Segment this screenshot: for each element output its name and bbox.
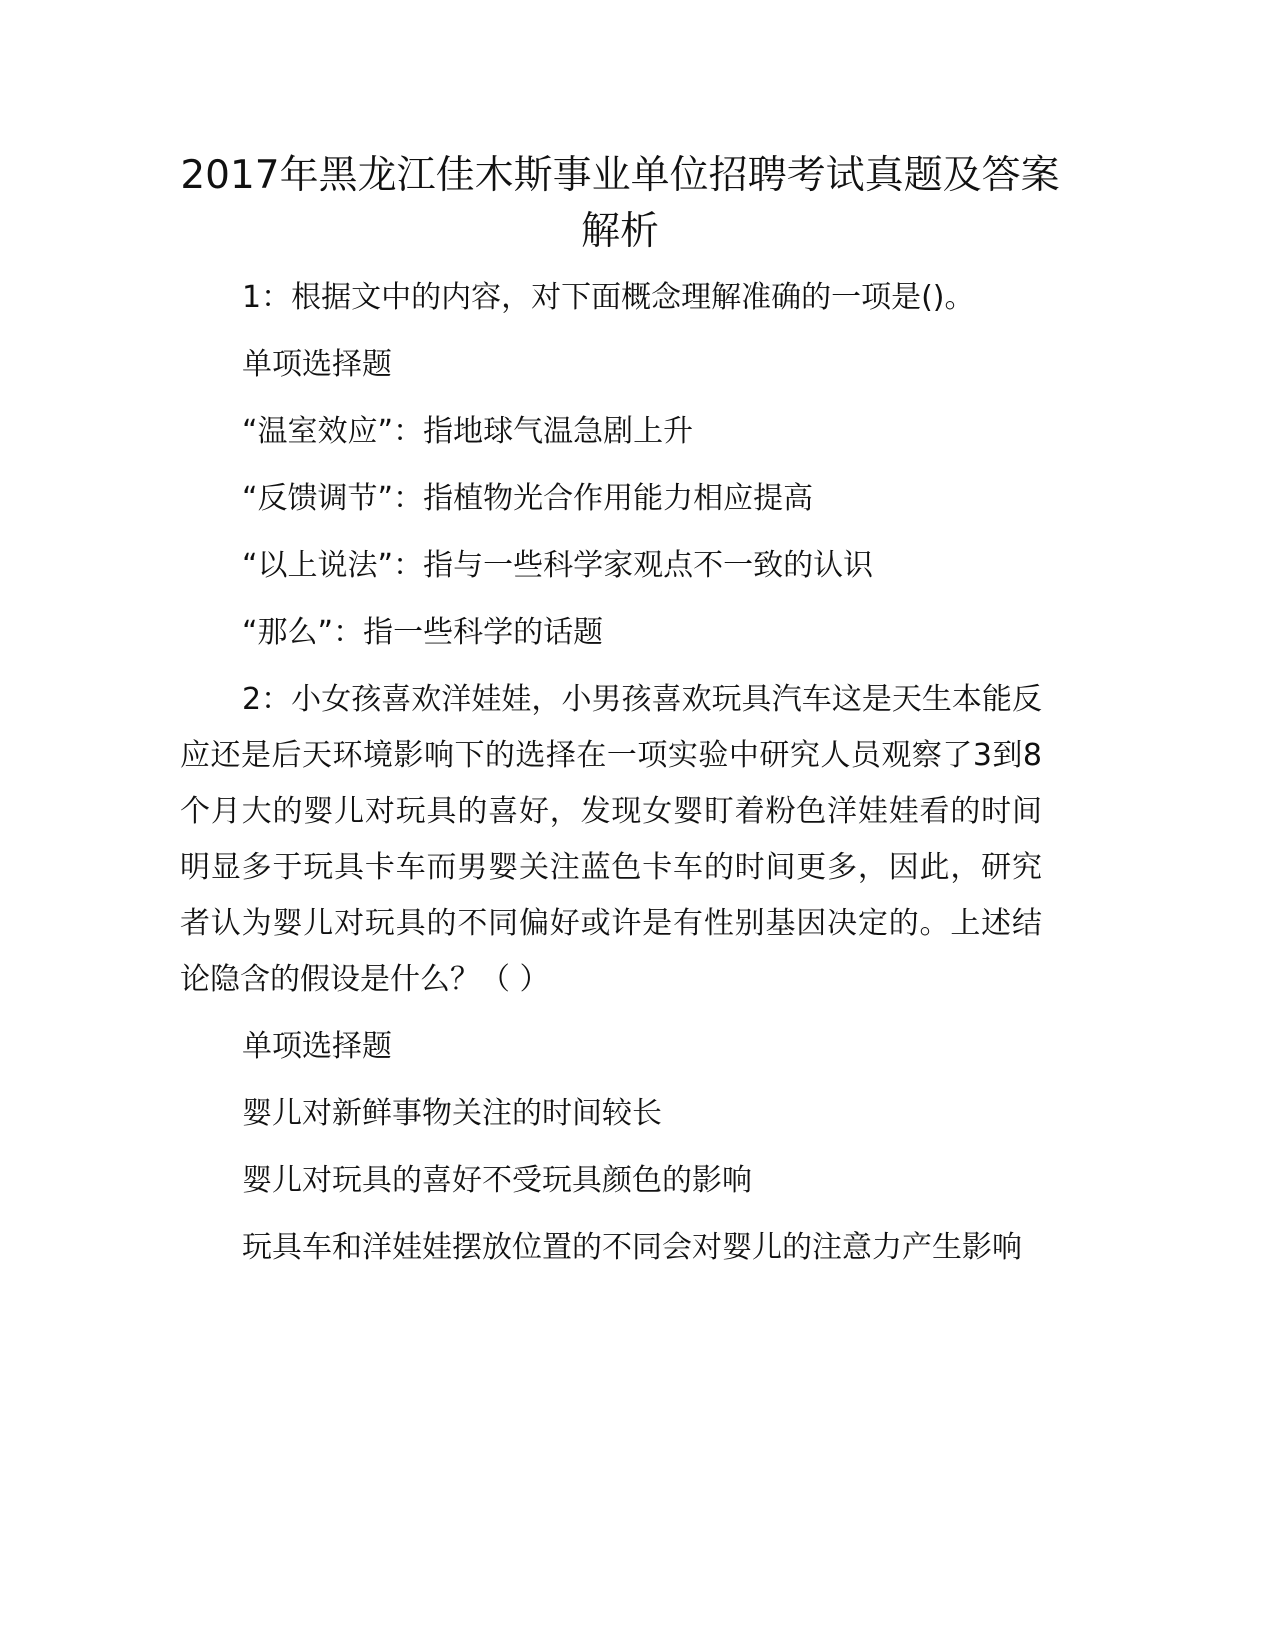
question-1-stem: 1：根据文中的内容，对下面概念理解准确的一项是()。 [242, 280, 975, 315]
question-1-option-b: “反馈调节”：指植物光合作用能力相应提高 [242, 481, 814, 516]
question-2-option-a: 婴儿对新鲜事物关注的时间较长 [242, 1096, 662, 1131]
question-2-type: 单项选择题 [242, 1029, 392, 1064]
question-2-stem: 2：小女孩喜欢洋娃娃，小男孩喜欢玩具汽车这是天生本能反应还是后天环境影响下的选择在一项实验中研究人员观察了3到8个月大的婴儿对玩具的喜好，发现女婴盯着粉色洋娃娃看的时间明显多于玩具卡车而男婴关注蓝色卡车的时间更多，因此，研究者认为婴儿对玩具的不同偏好或许是有性别基因决定的。上述结论隐含的假设是什么？（ ） [180, 682, 1042, 997]
question-2-option-c: 玩具车和洋娃娃摆放位置的不同会对婴儿的注意力产生影响 [242, 1230, 1022, 1265]
question-1-option-c: “以上说法”：指与一些科学家观点不一致的认识 [242, 548, 874, 583]
question-1-option-a: “温室效应”：指地球气温急剧上升 [242, 414, 694, 449]
question-1-option-d: “那么”：指一些科学的话题 [242, 615, 604, 650]
question-1-type: 单项选择题 [242, 347, 392, 382]
document-title: 2017年黑龙江佳木斯事业单位招聘考试真题及答案解析 [180, 153, 1060, 254]
question-2-option-b: 婴儿对玩具的喜好不受玩具颜色的影响 [242, 1163, 752, 1198]
document-body [180, 270, 1042, 1287]
